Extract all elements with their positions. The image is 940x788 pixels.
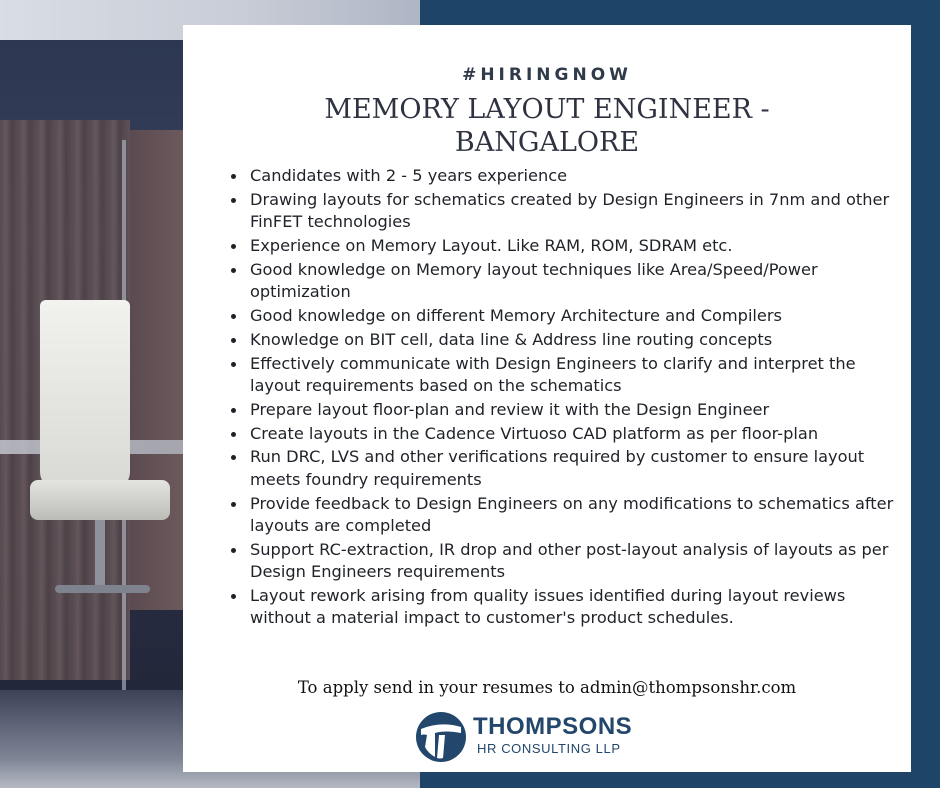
requirement-item: Support RC-extraction, IR drop and other post-layout analysis of layouts as per Design Engineers requirements — [230, 539, 900, 584]
requirement-item: Good knowledge on Memory layout techniques like Area/Speed/Power optimization — [230, 259, 900, 304]
requirement-item: Create layouts in the Cadence Virtuoso CAD platform as per floor-plan — [230, 423, 900, 445]
company-logo — [415, 711, 675, 763]
company-subtitle: HR CONSULTING LLP — [477, 741, 621, 756]
apply-instructions: To apply send in your resumes to admin@thompsonshr.com — [297, 678, 797, 697]
requirement-item: Knowledge on BIT cell, data line & Address line routing concepts — [230, 329, 900, 351]
requirement-item: Drawing layouts for schematics created by Design Engineers in 7nm and other FinFET technologies — [230, 189, 900, 234]
requirement-item: Candidates with 2 - 5 years experience — [230, 165, 900, 187]
job-title — [183, 93, 911, 159]
photo-chair-stem — [95, 520, 105, 590]
requirement-item: Prepare layout floor-plan and review it with the Design Engineer — [230, 399, 900, 421]
photo-chair-seat — [30, 480, 170, 520]
hashtag-heading: #HIRINGNOW — [462, 65, 632, 85]
requirement-item: Good knowledge on different Memory Architecture and Compilers — [230, 305, 900, 327]
job-title-line-2: BANGALORE — [454, 127, 640, 158]
company-name: THOMPSONS — [473, 713, 633, 740]
photo-chair-back — [40, 300, 130, 490]
photo-door — [130, 130, 185, 610]
job-title-line-1: MEMORY LAYOUT ENGINEER - — [324, 94, 770, 125]
requirement-item: Provide feedback to Design Engineers on any modifications to schematics after layouts are completed — [230, 493, 900, 538]
requirement-item: Run DRC, LVS and other verifications required by customer to ensure layout meets foundry requirements — [230, 446, 900, 491]
requirement-item: Layout rework arising from quality issues identified during layout reviews without a material impact to customer's product schedules. — [230, 585, 900, 630]
thompsons-logo-mark-icon — [415, 711, 467, 763]
requirement-item: Effectively communicate with Design Engineers to clarify and interpret the layout requirements based on the schematics — [230, 353, 900, 398]
requirement-item: Experience on Memory Layout. Like RAM, ROM, SDRAM etc. — [230, 235, 900, 257]
photo-chair-base — [55, 585, 150, 593]
requirements-list — [230, 165, 900, 631]
job-post-card — [183, 25, 911, 772]
